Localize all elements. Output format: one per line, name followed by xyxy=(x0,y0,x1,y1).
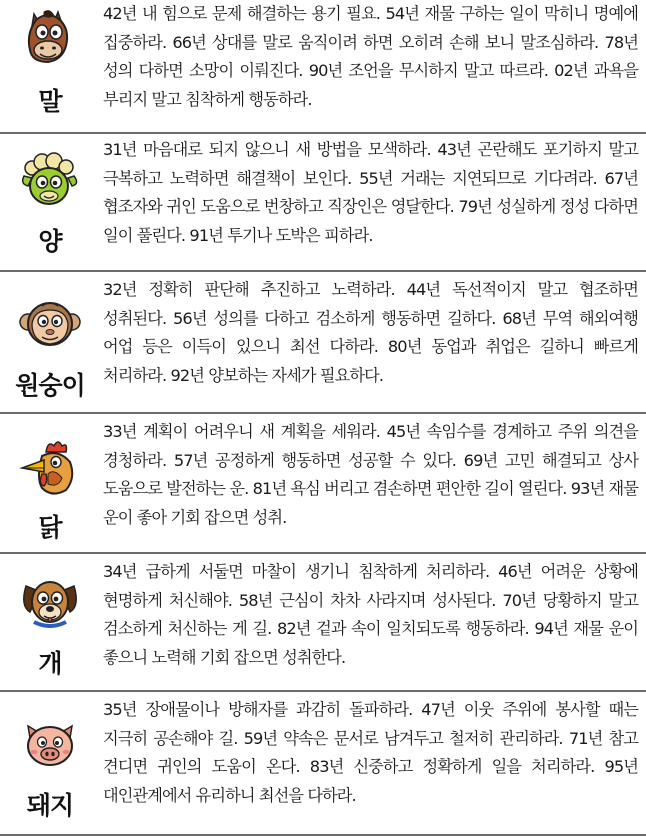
row-divider xyxy=(0,270,646,272)
fortune-text: 32년 정확히 판단해 추진하고 노력하라. 44년 독선적이지 말고 협조하면 성취된다. 56년 성의를 다하고 검소하게 행동하면 길하다. 68년 무역 해외여행 어업 등은 이득이 있으니 최선 다하라. 80년 동업과 취업은 길하니 빠르게 처리하라. 92년 양보하는 자세가 필요하다. xyxy=(103,280,638,385)
row-divider xyxy=(0,690,646,692)
zodiac-column xyxy=(0,418,100,550)
zodiac-name: 말 xyxy=(38,87,62,116)
zodiac-column xyxy=(0,558,100,688)
pig-icon xyxy=(18,712,82,776)
zodiac-name: 닭 xyxy=(38,513,62,542)
zodiac-column xyxy=(0,0,100,130)
horse-icon xyxy=(18,6,82,70)
zodiac-row-pig xyxy=(0,696,646,834)
row-divider xyxy=(0,834,646,836)
fortune-text: 42년 내 힘으로 문제 해결하는 용기 필요. 54년 재물 구하는 일이 막히니 명예에 집중하라. 66년 상대를 말로 움직이려 하면 오히려 손해 보니 말조심하라. 78년 성의 다하면 소망이 이뤄진다. 90년 조언을 무시하지 말고 따르라. 02년 과욕을 부리지 말고 침착하게 행동하라. xyxy=(103,4,638,109)
fortune-text: 34년 급하게 서둘면 마찰이 생기니 침착하게 처리하라. 46년 어려운 상황에 현명하게 처신해야. 58년 근심이 차차 사라지며 성사된다. 70년 당황하지 말고 검소하게 처신하는 게 길. 82년 겉과 속이 일치되도록 행동하라. 94년 재물 운이 좋으니 노력해 기회 잡으면 성취한다. xyxy=(103,562,638,667)
zodiac-column xyxy=(0,136,100,268)
monkey-icon xyxy=(18,292,82,356)
sheep-icon xyxy=(18,150,82,214)
fortune-text: 35년 장애물이나 방해자를 과감히 돌파하라. 47년 이웃 주위에 봉사할 때는 지극히 공손해야 길. 59년 약속은 문서로 남겨두고 철저히 관리하라. 71년 참고 견디면 귀인의 도움이 온다. 83년 신중하고 정확하게 일을 처리하라. 95년 대인관계에서 유리하니 최선을 다하라. xyxy=(103,700,638,805)
zodiac-row-sheep xyxy=(0,136,646,268)
fortune-text: 33년 계획이 어려우니 새 계획을 세워라. 45년 속임수를 경계하고 주위 의견을 경청하라. 57년 공정하게 행동하면 성공할 수 있다. 69년 고민 해결되고 상사 도움으로 발전하는 운. 81년 욕심 버리고 겸손하면 편안한 길이 열린다. 93년 재물 운이 좋아 기회 잡으면 성취. xyxy=(103,422,638,527)
zodiac-row-horse xyxy=(0,0,646,130)
zodiac-row-monkey xyxy=(0,276,646,410)
zodiac-row-dog xyxy=(0,558,646,688)
zodiac-column xyxy=(0,276,100,410)
zodiac-name: 개 xyxy=(38,649,62,678)
rooster-icon xyxy=(18,438,82,502)
row-divider xyxy=(0,552,646,554)
zodiac-name: 양 xyxy=(38,227,62,256)
zodiac-name: 원숭이 xyxy=(15,371,85,400)
row-divider xyxy=(0,132,646,134)
fortune-text: 31년 마음대로 되지 않으니 새 방법을 모색하라. 43년 곤란해도 포기하지 말고 극복하고 노력하면 해결책이 보인다. 55년 거래는 지연되므로 기다려라. 67년 협조자와 귀인 도움으로 번창하고 직장인은 영달한다. 79년 성실하게 정성 다하면 일이 풀린다. 91년 투기나 도박은 피하라. xyxy=(103,140,638,245)
zodiac-column xyxy=(0,696,100,834)
row-divider xyxy=(0,412,646,414)
dog-icon xyxy=(18,572,82,636)
zodiac-name: 돼지 xyxy=(26,791,74,820)
zodiac-row-rooster xyxy=(0,418,646,550)
